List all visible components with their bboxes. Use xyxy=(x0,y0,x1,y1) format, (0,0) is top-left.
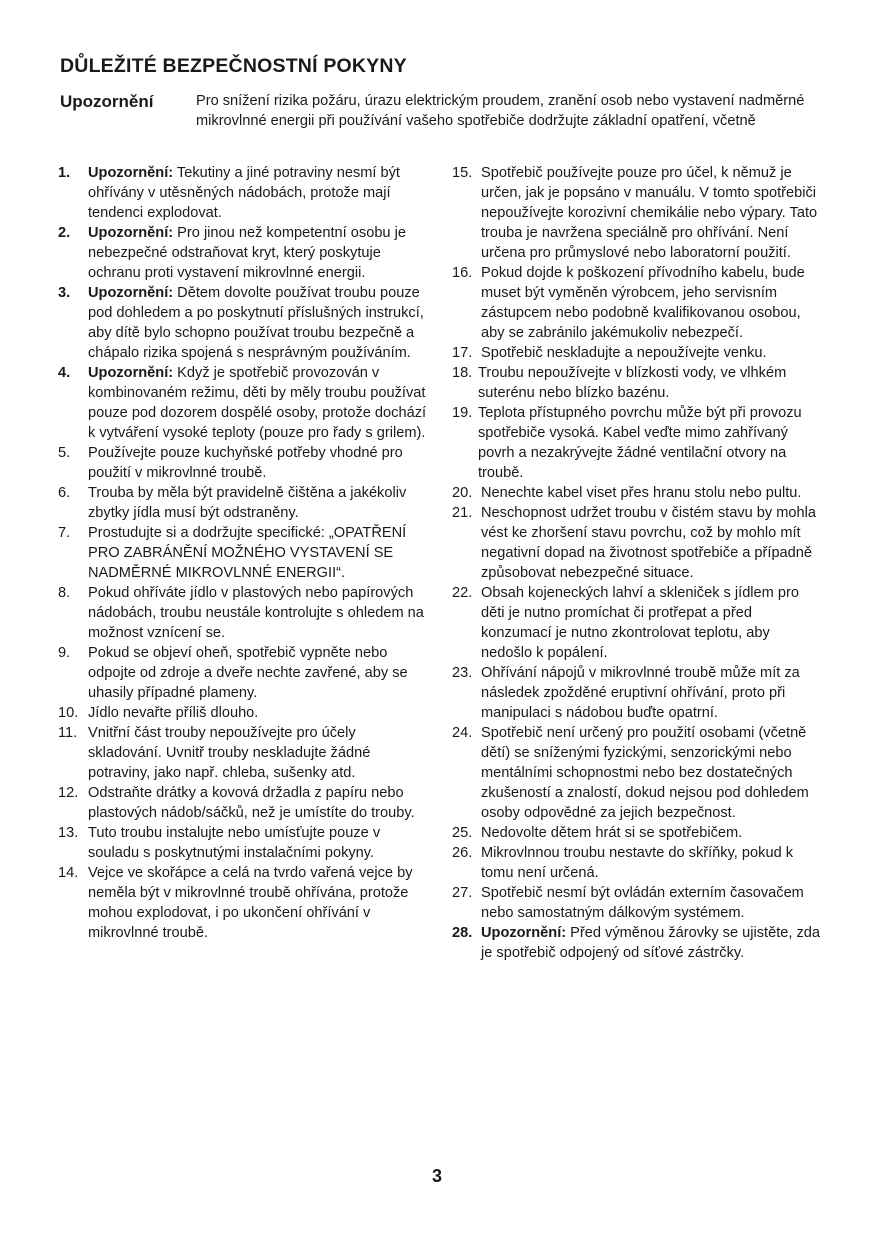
item-number: 23. xyxy=(452,665,473,681)
item-number: 4. xyxy=(58,365,71,381)
item-text: Pro jinou než kompetentní osobu je nebezpečné odstraňovat kryt, který poskytuje ochranu proti vystavení mikrovlnné energii. xyxy=(88,225,406,281)
item-number: 27. xyxy=(452,885,473,901)
safety-item xyxy=(58,783,428,823)
safety-item xyxy=(452,263,822,343)
item-number: 25. xyxy=(452,825,473,841)
item-number: 26. xyxy=(452,845,473,861)
warning-label: Upozornění xyxy=(60,92,154,111)
item-number: 10. xyxy=(58,705,79,721)
safety-list-right xyxy=(452,163,822,963)
item-text: Dětem dovolte používat troubu pouze pod dohledem a po poskytnutí příslušných instrukcí, aby dítě bylo schopno používat troubu bezpečně a chápalo rizika spojená s nesprávným používáním. xyxy=(88,285,424,361)
item-warning-keyword: Upozornění: xyxy=(88,365,174,381)
item-text: Vejce ve skořápce a celá na tvrdo vařená vejce by neměla být v mikrovlnné troubě ohřívána, protože mohou explodovat, i po ukončení ohřívání v mikrovlnné troubě. xyxy=(88,865,413,941)
item-warning-keyword: Upozornění: xyxy=(88,225,174,241)
item-text: Pokud dojde k poškození přívodního kabelu, bude muset být vyměněn výrobcem, jeho servisním zástupcem nebo podobně kvalifikovanou osobou, aby se zabránilo jakémukoliv nebezpečí. xyxy=(481,265,805,341)
item-text: Používejte pouze kuchyňské potřeby vhodné pro použití v mikrovlnné troubě. xyxy=(88,445,403,481)
item-text: Když je spotřebič provozován v kombinovaném režimu, děti by měly troubu používat pouze pod dozorem dospělé osoby, protože dochází k vytváření vysoké teploty (pouze pro řady s grilem). xyxy=(88,365,427,441)
item-number: 3. xyxy=(58,285,71,301)
item-number: 9. xyxy=(58,645,71,661)
safety-item xyxy=(452,483,822,503)
item-number: 11. xyxy=(58,725,78,741)
safety-item xyxy=(452,723,822,823)
item-number: 16. xyxy=(452,265,473,281)
safety-item xyxy=(452,843,822,883)
item-text: Vnitřní část trouby nepoužívejte pro účely skladování. Uvnitř trouby neskladujte žádné potraviny, jako např. chleba, sušenky atd. xyxy=(88,725,371,781)
safety-list-left xyxy=(58,163,428,943)
item-number: 28. xyxy=(452,925,473,941)
item-text: Obsah kojeneckých lahví a skleniček s jídlem pro děti je nutno promíchat či protřepat a před konzumací je nutno zkontrolovat teplotu, aby nedošlo k popálení. xyxy=(481,585,799,661)
safety-item xyxy=(452,343,822,363)
item-number: 12. xyxy=(58,785,79,801)
item-number: 20. xyxy=(452,485,473,501)
item-text: Mikrovlnnou troubu nestavte do skříňky, pokud k tomu není určená. xyxy=(481,845,794,881)
safety-item xyxy=(58,163,428,223)
safety-item xyxy=(58,223,428,283)
safety-item xyxy=(58,583,428,643)
item-number: 13. xyxy=(58,825,79,841)
safety-item xyxy=(452,583,822,663)
safety-item xyxy=(58,283,428,363)
item-text: Spotřebič neskladujte a nepoužívejte venku. xyxy=(481,345,767,361)
item-text: Neschopnost udržet troubu v čistém stavu by mohla vést ke zhoršení stavu povrchu, což by mohlo mít negativní dopad na životnost spotřebiče a případně způsobovat nebezpečné situace. xyxy=(481,505,817,581)
item-text: Spotřebič není určený pro použití osobami (včetně dětí) se sníženými fyzickými, senzorickými nebo mentálními schopnostmi nebo bez dostatečných zkušeností a znalostí, dokud nejsou pod dohledem osoby odpovědné za jejich bezpečnost. xyxy=(481,725,809,821)
safety-item xyxy=(452,163,822,263)
item-text: Nenechte kabel viset přes hranu stolu nebo pultu. xyxy=(481,485,802,501)
item-text: Spotřebič nesmí být ovládán externím časovačem nebo samostatným dálkovým systémem. xyxy=(481,885,804,921)
item-number: 18. xyxy=(452,365,473,381)
item-number: 5. xyxy=(58,445,71,461)
item-text: Trouba by měla být pravidelně čištěna a jakékoliv zbytky jídla musí být odstraněny. xyxy=(88,485,407,521)
safety-item xyxy=(452,403,822,483)
item-text: Troubu nepoužívejte v blízkosti vody, ve vlhkém suterénu nebo blízko bazénu. xyxy=(478,365,787,401)
item-text: Tekutiny a jiné potraviny nesmí být ohřívány v utěsněných nádobách, protože mají tendenci explodovat. xyxy=(88,165,400,221)
safety-item xyxy=(452,923,822,963)
safety-item xyxy=(58,823,428,863)
safety-item xyxy=(452,503,822,583)
item-text: Jídlo nevařte příliš dlouho. xyxy=(88,705,259,721)
safety-item xyxy=(452,823,822,843)
item-warning-keyword: Upozornění: xyxy=(88,285,174,301)
item-text: Pokud se objeví oheň, spotřebič vypněte nebo odpojte od zdroje a dveře nechte zavřené, aby se uhasily případné plameny. xyxy=(88,645,408,701)
safety-item xyxy=(58,523,428,583)
safety-item xyxy=(58,703,428,723)
item-number: 17. xyxy=(452,345,473,361)
safety-item xyxy=(58,363,428,443)
intro-paragraph: Pro snížení rizika požáru, úrazu elektrickým proudem, zranění osob nebo vystavení nadměrné mikrovlnné energii při používání vašeho spotřebiče dodržujte základní opatření, včetně xyxy=(196,93,805,129)
page-title: DŮLEŽITÉ BEZPEČNOSTNÍ POKYNY xyxy=(60,55,407,77)
item-warning-keyword: Upozornění: xyxy=(88,165,174,181)
item-number: 14. xyxy=(58,865,79,881)
item-number: 8. xyxy=(58,585,71,601)
item-text: Pokud ohříváte jídlo v plastových nebo papírových nádobách, troubu neustále kontrolujte s ohledem na možnost vznícení se. xyxy=(88,585,424,641)
item-number: 7. xyxy=(58,525,71,541)
safety-item xyxy=(452,663,822,723)
item-text: Nedovolte dětem hrát si se spotřebičem. xyxy=(481,825,743,841)
page-number: 3 xyxy=(431,1166,442,1186)
item-text: Spotřebič používejte pouze pro účel, k němuž je určen, jak je popsáno v manuálu. V tomto spotřebiči nepoužívejte korozivní chemikálie nebo výpary. Tato trouba je navržena speciálně pro ohřívání. Není určena pro průmyslové nebo laboratorní použití. xyxy=(481,165,818,261)
item-number: 22. xyxy=(452,585,473,601)
safety-item xyxy=(452,883,822,923)
item-number: 2. xyxy=(58,225,71,241)
safety-item xyxy=(58,483,428,523)
item-text: Před výměnou žárovky se ujistěte, zda je spotřebič odpojený od síťové zástrčky. xyxy=(481,925,821,961)
item-number: 19. xyxy=(452,405,473,421)
item-number: 6. xyxy=(58,485,71,501)
item-text: Odstraňte drátky a kovová držadla z papíru nebo plastových nádob/sáčků, než je umístíte do trouby. xyxy=(88,785,415,821)
safety-item xyxy=(58,443,428,483)
item-text: Tuto troubu instalujte nebo umísťujte pouze v souladu s poskytnutými instalačními pokyny. xyxy=(88,825,381,861)
safety-item xyxy=(58,723,428,783)
item-number: 24. xyxy=(452,725,473,741)
item-number: 1. xyxy=(58,165,71,181)
item-text: Prostudujte si a dodržujte specifické: „OPATŘENÍ PRO ZABRÁNĚNÍ MOŽNÉHO VYSTAVENÍ SE NADMĚRNÉ MIKROVLNNÉ ENERGII“. xyxy=(88,525,407,581)
safety-item xyxy=(452,363,822,403)
safety-item xyxy=(58,863,428,943)
safety-item xyxy=(58,643,428,703)
item-text: Ohřívání nápojů v mikrovlnné troubě může mít za následek zpožděné eruptivní ohřívání, proto při manipulaci s nádobou buďte opatrní. xyxy=(481,665,800,721)
item-text: Teplota přístupného povrchu může být při provozu spotřebiče vysoká. Kabel veďte mimo zahřívaný povrh a nezakrývejte žádné ventilační otvory na troubě. xyxy=(478,405,802,481)
item-number: 15. xyxy=(452,165,473,181)
item-warning-keyword: Upozornění: xyxy=(481,925,567,941)
item-number: 21. xyxy=(452,505,473,521)
